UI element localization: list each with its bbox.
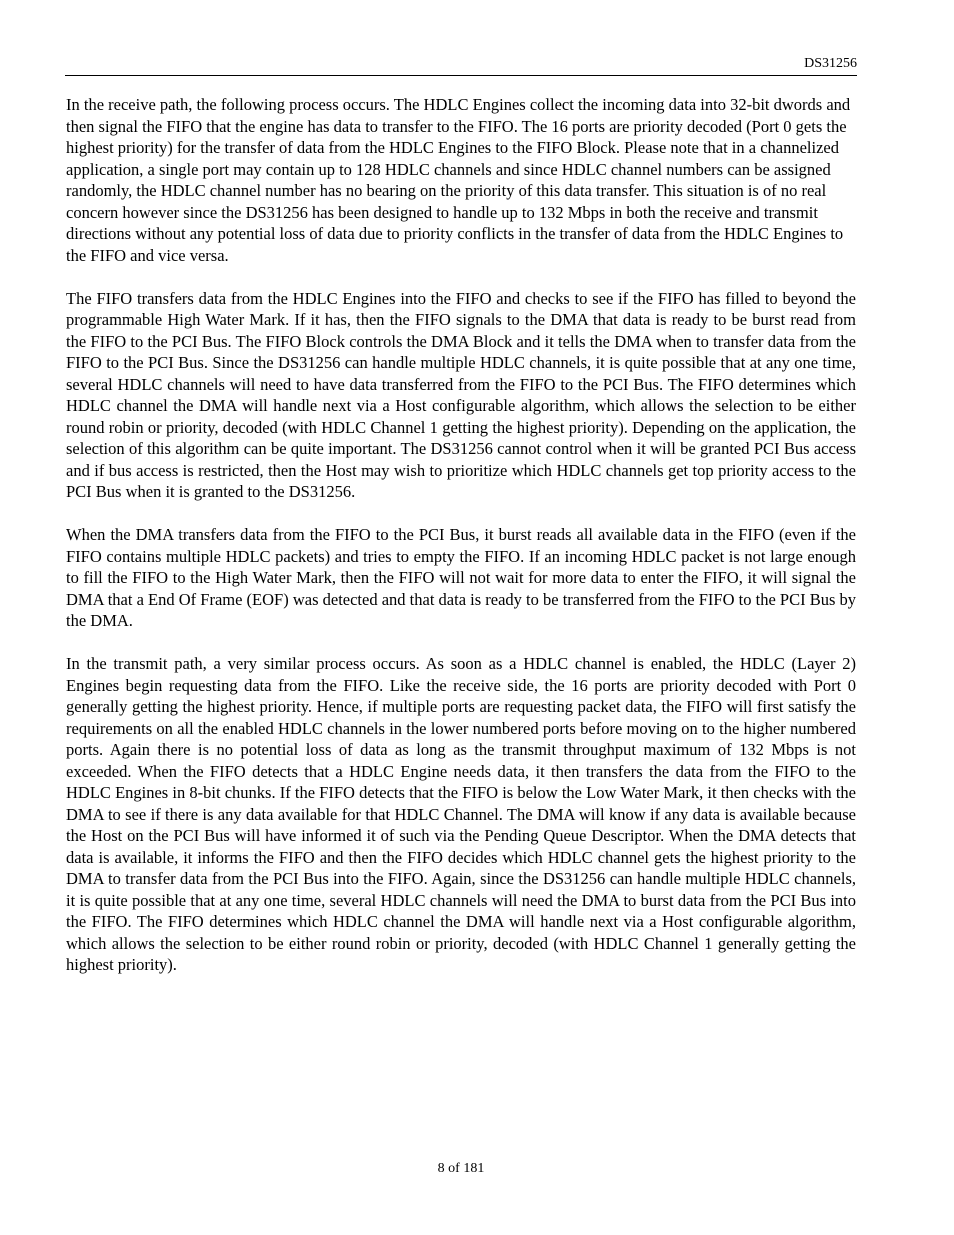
paragraph-transmit-path: In the transmit path, a very similar process occurs. As soon as a HDLC channel is enabled, the HDLC (Layer 2) Engines begin requesting data from the FIFO. Like the receive side, the 16 ports are priority decoded with Port 0 generally getting the highest priority. Hence, if multiple ports are requesting packet data, the FIFO will first satisfy the requirements on all the enabled HDLC channels in the lower numbered ports before moving on to the higher numbered ports. Again there is no potential loss of data as long as the transmit throughput maximum of 132 Mbps is not exceeded. When the FIFO detects that a HDLC Engine needs data, it then transfers the data from the FIFO to the HDLC Engines in 8-bit chunks. If the FIFO detects that the FIFO is below the Low Water Mark, it then checks with the DMA to see if there is any data available for that HDLC Channel. The DMA will know if any data is available because the Host on the PCI Bus will have informed it of such via the Pending Queue Descriptor. When the DMA detects that data is available, it informs the FIFO and then the FIFO decides which HDLC channel gets the highest priority to the DMA to transfer data from the PCI Bus into the FIFO. Again, since the DS31256 can handle multiple HDLC channels, it is quite possible that at any one time, several HDLC channels will need the DMA to burst data from the PCI Bus into the FIFO. The FIFO determines which HDLC channel the DMA will handle next via a Host configurable algorithm, which allows the selection to be either round robin or priority, decoded (with HDLC Channel 1 generally getting the highest priority). [66, 654, 856, 974]
paragraph-receive-path: In the receive path, the following process occurs. The HDLC Engines collect the incoming data into 32-bit dwords and then signal the FIFO that the engine has data to transfer to the FIFO. The 16 ports are priority decoded (Port 0 gets the highest priority) for the transfer of data from the HDLC Engines to the FIFO Block. Please note that in a channelized application, a single port may contain up to 128 HDLC channels and since HDLC channel numbers can be assigned randomly, the HDLC channel number has no bearing on the priority of this data transfer. This situation is of no real concern however since the DS31256 has been designed to handle up to 132 Mbps in both the receive and transmit directions without any potential loss of data due to priority conflicts in the transfer of data from the HDLC Engines to the FIFO and vice versa. [66, 95, 851, 265]
document-id-header: DS31256 [804, 56, 857, 71]
header-divider [65, 75, 857, 76]
paragraph-fifo-transfer: The FIFO transfers data from the HDLC Engines into the FIFO and checks to see if the FIFO has filled to beyond the programmable High Water Mark. If it has, then the FIFO signals to the DMA that data is ready to be burst read from the FIFO to the PCI Bus. The FIFO Block controls the DMA Block and it tells the DMA when to transfer data from the FIFO to the PCI Bus. Since the DS31256 can handle multiple HDLC channels, it is quite possible that at any one time, several HDLC channels will need to have data transferred from the FIFO to the PCI Bus. The FIFO determines which HDLC channel the DMA will handle next via a Host configurable algorithm, which allows the selection to be either round robin or priority, decoded (with HDLC Channel 1 getting the highest priority). Depending on the application, the selection of this algorithm can be quite important. The DS31256 cannot control when it will be granted PCI Bus access and if bus access is restricted, then the Host may wish to prioritize which HDLC channels get top priority access to the PCI Bus when it is granted to the DS31256. [66, 288, 856, 501]
page-number: 8 of 181 [437, 1161, 485, 1176]
body-text [66, 94, 856, 997]
paragraph-dma-transfer: When the DMA transfers data from the FIFO to the PCI Bus, it burst reads all available data in the FIFO (even if the FIFO contains multiple HDLC packets) and tries to empty the FIFO. If an incoming HDLC packet is not large enough to fill the FIFO to the High Water Mark, then the FIFO will not wait for more data to enter the FIFO, it will signal the DMA that a End Of Frame (EOF) was detected and that data is ready to be transferred from the FIFO to the PCI Bus by the DMA. [66, 525, 856, 630]
